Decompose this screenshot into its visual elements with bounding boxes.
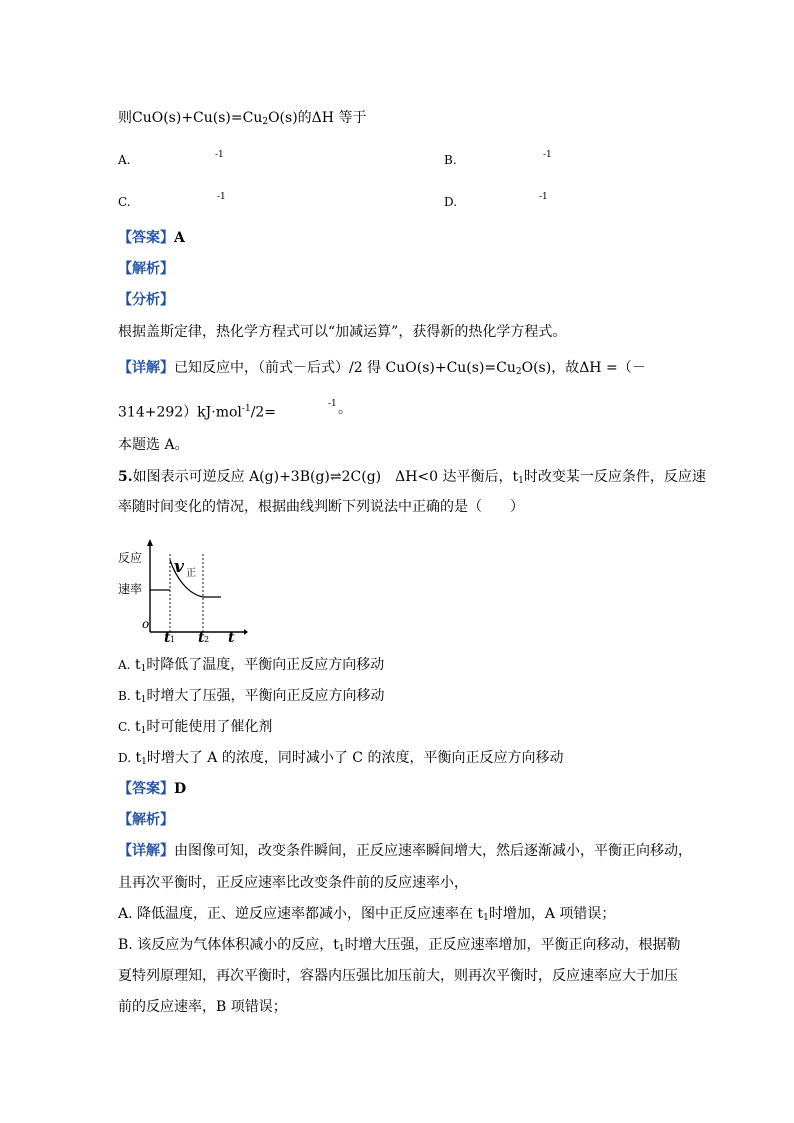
q4-analysis-tag: 【解析】 <box>118 261 174 277</box>
q5-explain-b-line1: B. 该反应为气体体积减小的反应，$t_1$时增大压强，正反应速率增加，平衡正向移动，根据勒 <box>118 937 681 954</box>
q4-detail-exponent: -1 <box>328 399 337 409</box>
q4-stem: 则$CuO(s)+Cu(s)=Cu_2O(s)$的ΔH 等于 <box>118 110 367 127</box>
q4-option-d-exponent: -1 <box>539 192 548 202</box>
q4-option-a-letter: A. <box>118 153 131 167</box>
curve-label: v <box>174 557 184 577</box>
q4-detail-line1: 【详解】已知反应中，（前式－后式）/2 得 $CuO(s)+Cu(s)=Cu_2O(s)$，故ΔH =（－ <box>118 360 646 377</box>
q5-explain-a: A. 降低温度，正、逆反应速率都减小，图中正反应速率在 $t_1$时增加，A 项错误； <box>118 906 616 923</box>
y-label-1: 反应 <box>118 551 143 565</box>
t2-sub: 2 <box>204 635 210 643</box>
q4-detail-period: 。 <box>338 401 352 417</box>
t-axis-label: t <box>228 630 235 643</box>
q4-option-a-exponent: -1 <box>215 150 224 160</box>
origin-label: o <box>142 617 150 631</box>
q5-explain-b-line3: 前的反应速率，B 项错误； <box>118 999 287 1015</box>
q4-option-b-exponent: -1 <box>543 150 552 160</box>
q5-option-c: C. $t_1$时可能使用了催化剂 <box>118 719 273 736</box>
y-label-2: 速率 <box>118 582 143 596</box>
rate-time-graph <box>118 538 248 643</box>
q4-detail-line2: 314+292）kJ·mol$^{-1}$/2= <box>118 404 277 421</box>
q4-option-b-letter: B. <box>444 153 457 167</box>
q5-explain-b-line2: 夏特列原理知，再次平衡时，容器内压强比加压前大，则再次平衡时，反应速率应大于加压 <box>118 968 678 984</box>
t-axis-arrow <box>244 629 248 635</box>
q4-select: 本题选 A。 <box>118 437 189 453</box>
q4-option-c-exponent: -1 <box>217 192 226 202</box>
q4-option-d-letter: D. <box>444 195 458 209</box>
t1-sub: 1 <box>170 635 176 643</box>
q4-fenxi-text: 根据盖斯定律，热化学方程式可以“加减运算”，获得新的热化学方程式。 <box>118 324 567 340</box>
q5-detail-line1: 【详解】由图像可知，改变条件瞬间，正反应速率瞬间增大，然后逐渐减小，平衡正向移动， <box>118 843 692 859</box>
q4-option-c-letter: C. <box>118 195 131 209</box>
q5-answer: 【答案】D <box>118 781 187 797</box>
t1-label: t <box>164 630 171 643</box>
q5-option-d: D. $t_1$时增大了 A 的浓度，同时减小了 C 的浓度，平衡向正反应方向移动 <box>118 750 564 767</box>
q5-detail-line2: 且再次平衡时，正反应速率比改变条件前的反应速率小， <box>118 875 468 891</box>
q5-option-a: A. $t_1$时降低了温度，平衡向正反应方向移动 <box>118 657 385 674</box>
q4-answer: 【答案】A <box>118 230 185 246</box>
q5-analysis-tag: 【解析】 <box>118 812 174 828</box>
curve-sub: 正 <box>186 568 196 579</box>
t2-label: t <box>198 630 205 643</box>
q5-stem-line1: 5.如图表示可逆反应 A(g)+3B(g)⇌2C(g) ΔH<0 达平衡后，$t_1$时改变某一反应条件，反应速 <box>118 469 706 486</box>
q4-fenxi-tag: 【分析】 <box>118 292 174 308</box>
q5-stem-line2: 率随时间变化的情况，根据曲线判断下列说法中正确的是（ ） <box>118 499 524 515</box>
rate-axis-arrow <box>147 539 153 546</box>
q5-option-b: B. $t_1$时增大了压强，平衡向正反应方向移动 <box>118 688 385 705</box>
